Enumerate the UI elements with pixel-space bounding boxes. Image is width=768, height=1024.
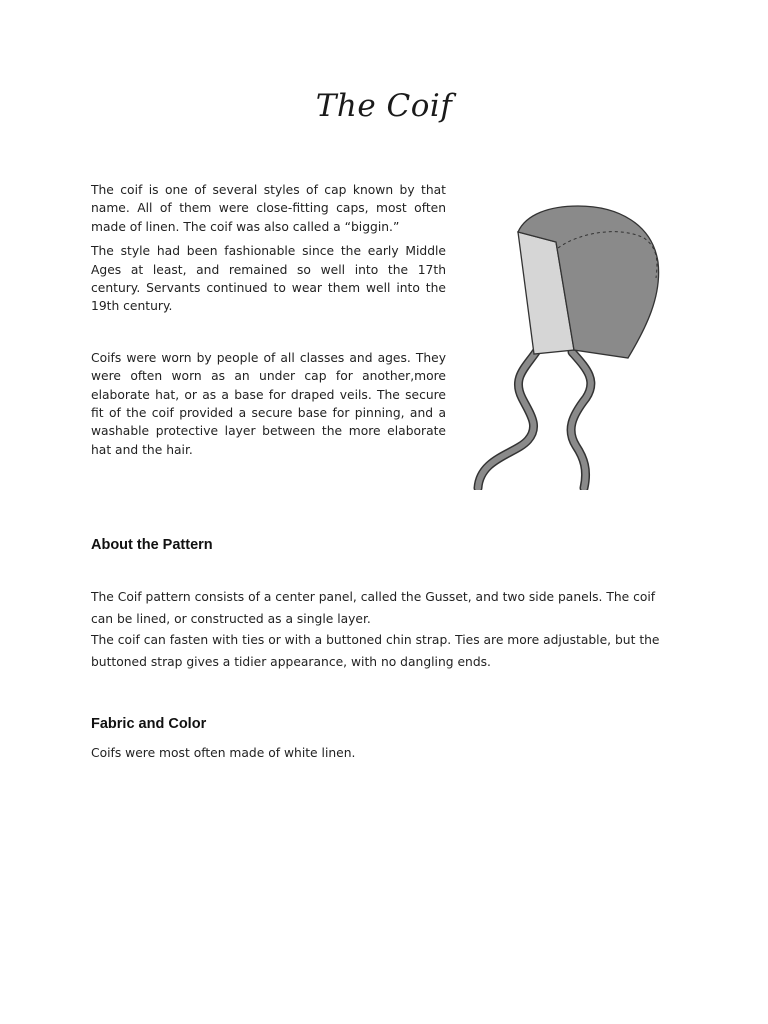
intro-paragraph: The style had been fashionable since the early Middle Ages at least, and remained so well into the 17th century. Servants continued to wear them well into the 19th century. <box>91 244 446 314</box>
section-paragraph: The Coif pattern consists of a center panel, called the Gusset, and two side panels. The coif can be lined, or constructed as a single layer. <box>91 590 656 626</box>
section-heading: About the Pattern <box>91 537 213 553</box>
section-heading: Fabric and Color <box>91 716 207 732</box>
page-title: The Coif <box>315 88 453 124</box>
intro-text <box>91 181 446 465</box>
coif-illustration <box>470 200 670 490</box>
section-paragraph: The coif can fasten with ties or with a buttoned chin strap. Ties are more adjustable, but the buttoned strap gives a tidier appearance, with no dangling ends. <box>91 633 660 669</box>
section-body <box>91 587 681 673</box>
section-paragraph: Coifs were most often made of white linen. <box>91 746 356 760</box>
section-body <box>91 743 681 765</box>
intro-paragraph: The coif is one of several styles of cap known by that name. All of them were close-fitting caps, most often made of linen. The coif was also called a “biggin.” <box>91 183 446 234</box>
intro-paragraph: Coifs were worn by people of all classes and ages. They were often worn as an under cap for another,more elaborate hat, or as a base for draped veils. The secure fit of the coif provided a secure base for pinning, and a washable protective layer between the more elaborate hat and the hair. <box>91 350 446 457</box>
